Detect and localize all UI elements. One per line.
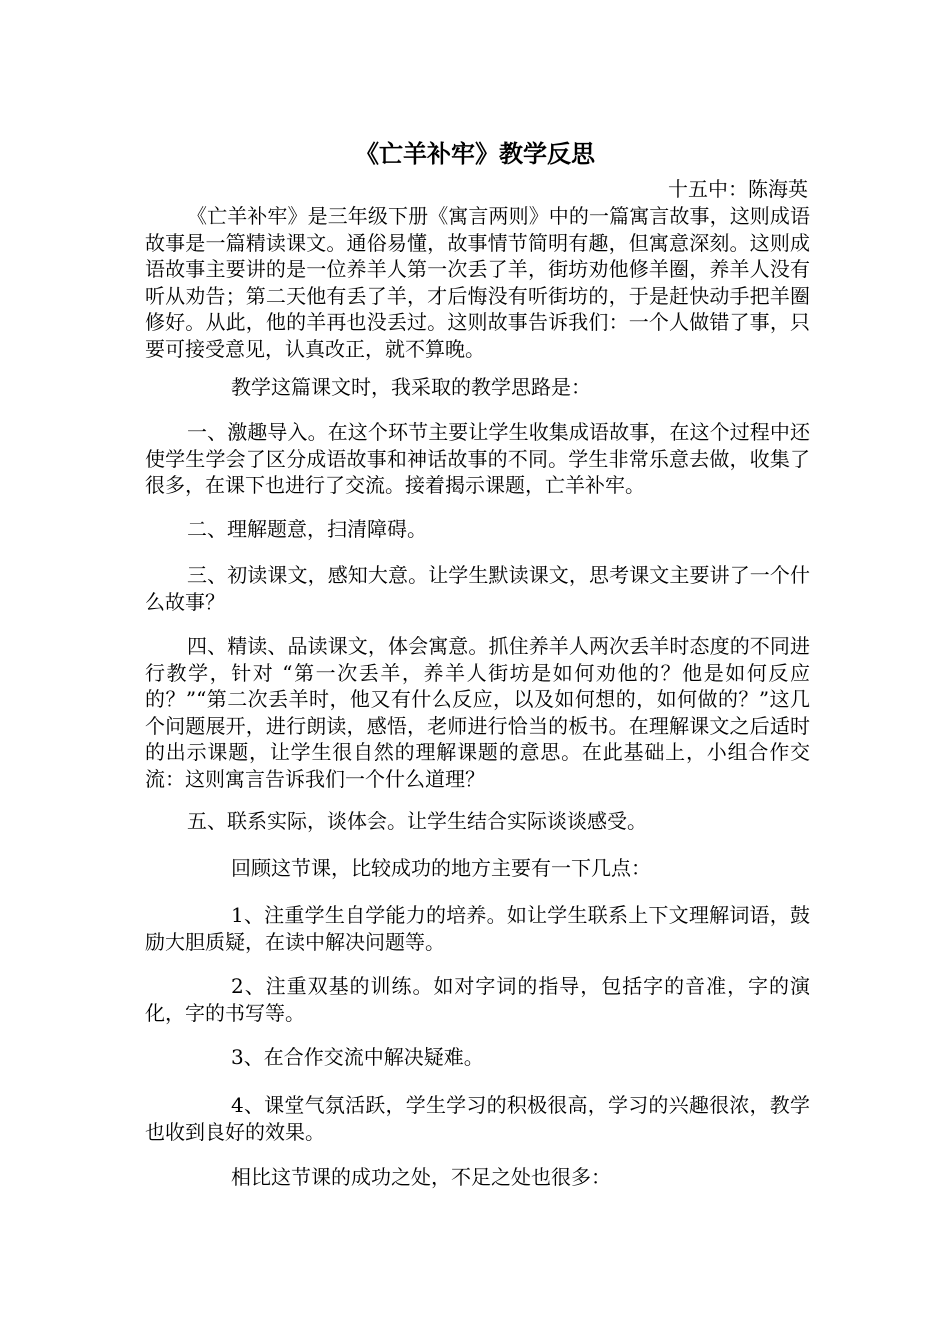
paragraph-point-1: 1、注重学生自学能力的培养。如让学生联系上下文理解词语，鼓励大胆质疑，在读中解决问题等。 (145, 903, 810, 954)
paragraph-step-3: 三、初读课文，感知大意。让学生默读课文，思考课文主要讲了一个什么故事？ (145, 563, 810, 614)
author-line: 十五中：陈海英 (668, 177, 808, 201)
paragraph-point-4: 4、课堂气氛活跃，学生学习的积极很高，学习的兴趣很浓，教学也收到良好的效果。 (145, 1093, 810, 1144)
paragraph-step-4: 四、精读、品读课文，体会寓意。抓住养羊人两次丢羊时态度的不同进行教学，针对 “第一次丢羊，养羊人街坊是如何劝他的？他是如何反应的？”“第二次丢羊时，他又有什么反应，以及如何想的，如何做的？”这几个问题展开，进行朗读，感悟，老师进行恰当的板书。在理解课文之后适时的出示课题，让学生很自然的理解课题的意思。在此基础上，小组合作交流：这则寓言告诉我们一个什么道理？ (145, 634, 810, 791)
paragraph-shortcomings: 相比这节课的成功之处，不足之处也很多： (231, 1165, 611, 1189)
paragraph-teaching-approach: 教学这篇课文时，我采取的教学思路是： (231, 375, 591, 399)
paragraph-step-5: 五、联系实际，谈体会。让学生结合实际谈谈感受。 (187, 809, 647, 833)
paragraph-intro: 《亡羊补牢》是三年级下册《寓言两则》中的一篇寓言故事，这则成语故事是一篇精读课文。通俗易懂，故事情节简明有趣，但寓意深刻。这则成语故事主要讲的是一位养羊人第一次丢了羊，街坊劝他修羊圈，养羊人没有听从劝告；第二天他有丢了羊，才后悔没有听街坊的，于是赶快动手把羊圈修好。从此，他的羊再也没丢过。这则故事告诉我们：一个人做错了事，只要可接受意见，认真改正，就不算晚。 (145, 204, 810, 361)
paragraph-step-2: 二、理解题意，扫清障碍。 (187, 517, 427, 541)
paragraph-point-3: 3、在合作交流中解决疑难。 (231, 1045, 484, 1069)
paragraph-review: 回顾这节课，比较成功的地方主要有一下几点： (231, 856, 651, 880)
document-title: 《亡羊补牢》教学反思 (355, 139, 595, 168)
paragraph-step-1: 一、激趣导入。在这个环节主要让学生收集成语故事，在这个过程中还使学生学会了区分成语故事和神话故事的不同。学生非常乐意去做，收集了很多，在课下也进行了交流。接着揭示课题，亡羊补牢。 (145, 420, 810, 497)
paragraph-point-2: 2、注重双基的训练。如对字词的指导，包括字的音准，字的演化，字的书写等。 (145, 974, 810, 1025)
